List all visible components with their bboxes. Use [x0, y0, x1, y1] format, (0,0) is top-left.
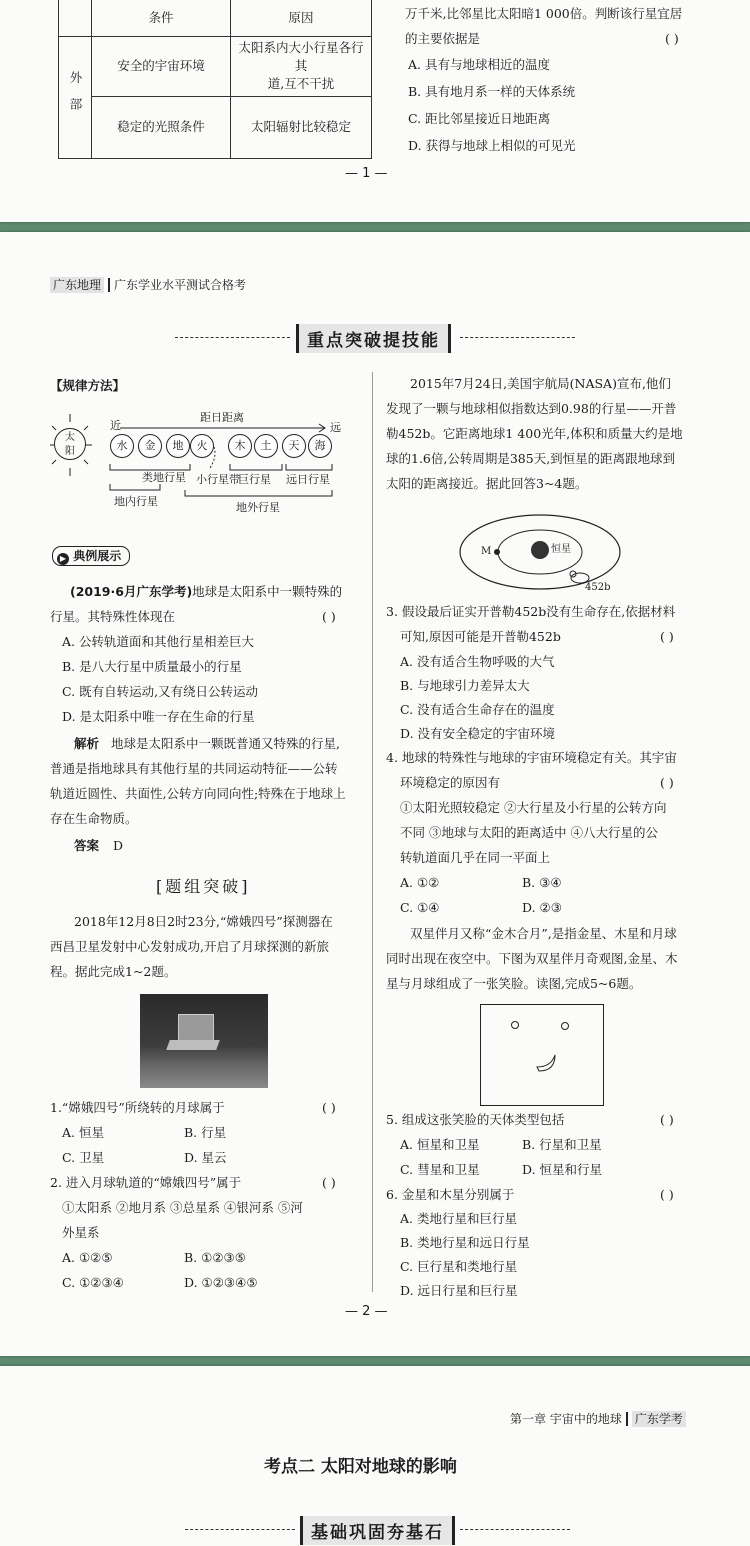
option-d: D. 是太阳系中唯一存在生命的行星 [62, 709, 255, 724]
option-b: B. 类地行星和远日行星 [400, 1235, 530, 1250]
orbit-diagram [455, 512, 635, 602]
column-rule [372, 372, 373, 1292]
page-1 [0, 0, 750, 222]
option-c: C. 彗星和卫星 [400, 1162, 480, 1177]
question-5: 5. 组成这张笑脸的天体类型包括 [386, 1112, 565, 1127]
inner-planets-label: 地内行星 [114, 495, 158, 508]
planet-earth: 地 [166, 434, 190, 458]
page-2 [0, 232, 750, 1356]
option-b: B. ①②③⑤ [184, 1250, 246, 1265]
question-text: (2019·6月广东学考)地球是太阳系中一颗特殊的 [70, 584, 343, 599]
table-header-condition: 条件 [92, 0, 231, 36]
divider [185, 1529, 295, 1530]
section-title: 考点二 太阳对地球的影响 [264, 1457, 457, 1477]
intro-line: 同时出现在夜空中。下图为双星伴月奇观图,金星、木 [386, 951, 678, 966]
option-a: A. 没有适合生物呼吸的大气 [400, 654, 555, 669]
method-label: 【规律方法】 [50, 378, 126, 393]
option-d: D. ①②③④⑤ [184, 1275, 258, 1290]
option-a: A. 公转轨道面和其他行星相差巨大 [62, 634, 254, 649]
divider [460, 337, 575, 338]
option-a: A. 恒星 [62, 1125, 104, 1140]
conditions-table [58, 0, 372, 159]
running-header: 第一章 宇宙中的地球 广东学考 [510, 1410, 686, 1427]
question-2-choices: ①太阳系 ②地月系 ③总星系 ④银河系 ⑤河 [62, 1200, 303, 1215]
far-label: 远 [330, 421, 341, 434]
option-b: B. ③④ [522, 875, 562, 890]
option-c: C. 没有适合生命存在的温度 [400, 702, 555, 717]
answer-bracket: ( ) [660, 629, 674, 644]
question-4: 4. 地球的特殊性与地球的宇宙环境稳定有关。其宇宙 [386, 750, 677, 765]
near-label: 近 [110, 419, 121, 432]
smiley-marks [481, 1005, 603, 1105]
distant-planets-label: 远日行星 [286, 473, 330, 486]
intro-line: 2015年7月24日,美国宇航局(NASA)宣布,他们 [410, 376, 671, 391]
group-title: [题组突破] [156, 877, 251, 896]
intro-line: 西昌卫星发射中心发射成功,开启了月球探测的新旅 [50, 939, 329, 954]
option-c: C. 巨行星和类地行星 [400, 1259, 518, 1274]
question-3: 可知,原因可能是开普勒452b [400, 629, 561, 644]
intro-line: 双星伴月又称“金木合月”,是指金星、木星和月球 [410, 926, 677, 941]
page-number: — 1 — [345, 166, 388, 181]
intro-line: 星与月球组成了一张笑脸。读图,完成5~6题。 [386, 976, 642, 991]
question-3: 3. 假设最后证实开普勒452b没有生命存在,依据材料 [386, 604, 676, 619]
option-d: D. 没有安全稳定的宇宙环境 [400, 726, 556, 741]
section-banner: 重点突破提技能 [296, 324, 451, 353]
option-a: A. ①② [400, 875, 440, 890]
sun-label: 太阳 [65, 432, 75, 457]
question-2: 2. 进入月球轨道的“嫦娥四号”属于 [50, 1175, 242, 1190]
option-a: A. 类地行星和巨行星 [400, 1211, 517, 1226]
asteroid-belt-label: 小行星带 [196, 473, 240, 486]
question-1: 1.“嫦娥四号”所绕转的月球属于 [50, 1100, 225, 1115]
answer-line: 答案 D [74, 838, 124, 853]
option-d: D. 获得与地球上相似的可见光 [408, 138, 576, 153]
option-b: B. 与地球引力差异太大 [400, 678, 530, 693]
table-side-label: 外部 [59, 36, 92, 158]
planet-label: 452b [585, 582, 611, 593]
answer-bracket: ( ) [660, 1187, 674, 1202]
question-text: 行星。其特殊性体现在 [50, 609, 176, 624]
answer-bracket: ( ) [665, 31, 679, 46]
table-cell-reason: 太阳系内大小行星各行其 道,互不干扰 [231, 36, 372, 96]
question-4-choices: 转轨道面几乎在同一平面上 [400, 850, 551, 865]
answer-bracket: ( ) [322, 1175, 336, 1190]
question-text: 的主要依据是 [405, 31, 481, 46]
planet-uranus: 天 [282, 434, 306, 458]
table-header-reason: 原因 [231, 0, 372, 36]
analysis-line: 解析 地球是太阳系中一颗既普通又特殊的行星, [74, 736, 340, 751]
option-d: D. 恒星和行星 [522, 1162, 603, 1177]
example-label: ▶ 典例展示 [52, 546, 130, 566]
answer-bracket: ( ) [660, 775, 674, 790]
intro-line: 2018年12月8日2时23分,“嫦娥四号”探测器在 [74, 914, 333, 929]
planet-mars: 火 [190, 434, 214, 458]
planet-saturn: 土 [254, 434, 278, 458]
analysis-line: 轨道近圆性、共面性,公转方向同向性;特殊在于地球上 [50, 786, 346, 801]
answer-bracket: ( ) [322, 609, 336, 624]
option-b: B. 是八大行星中质量最小的行星 [62, 659, 242, 674]
star-label: 恒星 [551, 544, 571, 555]
planet-order-diagram [50, 412, 360, 522]
intro-line: 勒452b。它距离地球1 400光年,体积和质量大约是地 [386, 426, 683, 441]
question-2-choices: 外星系 [62, 1225, 100, 1240]
play-icon: ▶ [57, 553, 69, 565]
intro-line: 程。据此完成1~2题。 [50, 964, 177, 979]
analysis-line: 普通是指地球具有其他行星的共同运动特征——公转 [50, 761, 338, 776]
table-cell-reason: 太阳辐射比较稳定 [231, 96, 372, 158]
option-c: C. ①④ [400, 900, 440, 915]
planet-neptune: 海 [308, 434, 332, 458]
divider [460, 1529, 570, 1530]
question-6: 6. 金星和木星分别属于 [386, 1187, 515, 1202]
option-c: C. 距比邻星接近日地距离 [408, 111, 551, 126]
option-d: D. ②③ [522, 900, 562, 915]
intro-line: 太阳的距离接近。据此回答3~4题。 [386, 476, 588, 491]
analysis-line: 存在生命物质。 [50, 811, 138, 826]
outer-planets-label: 地外行星 [236, 501, 280, 514]
smiley-sky-figure [480, 1004, 604, 1106]
planet-venus: 金 [138, 434, 162, 458]
question-4-choices: 不同 ③地球与太阳的距离适中 ④八大行星的公 [400, 825, 658, 840]
option-d: D. 星云 [184, 1150, 227, 1165]
option-a: A. 具有与地球相近的温度 [408, 57, 550, 72]
option-c: C. 卫星 [62, 1150, 105, 1165]
option-b: B. 行星 [184, 1125, 227, 1140]
giant-planets-label: 巨行星 [238, 473, 271, 486]
option-b: B. 具有地月系一样的天体系统 [408, 84, 576, 99]
terrestrial-label: 类地行星 [142, 471, 186, 484]
intro-line: 发现了一颗与地球相似指数达到0.98的行星——开普 [386, 401, 677, 416]
answer-bracket: ( ) [322, 1100, 336, 1115]
table-cell-condition: 安全的宇宙环境 [92, 36, 231, 96]
option-c: C. 既有自转运动,又有绕日公转运动 [62, 684, 259, 699]
option-a: A. ①②⑤ [62, 1250, 113, 1265]
question-4-choices: ①太阳光照较稳定 ②大行星及小行星的公转方向 [400, 800, 667, 815]
planet-mercury: 水 [110, 434, 134, 458]
page-number: — 2 — [345, 1304, 388, 1319]
distance-label: 距日距离 [200, 411, 244, 424]
question-4: 环境稳定的原因有 [400, 775, 501, 790]
lunar-probe-photo [140, 994, 268, 1088]
option-d: D. 远日行星和巨行星 [400, 1283, 518, 1298]
option-c: C. ①②③④ [62, 1275, 124, 1290]
probe-leg [166, 1040, 220, 1050]
option-b: B. 行星和卫星 [522, 1137, 602, 1152]
option-a: A. 恒星和卫星 [400, 1137, 480, 1152]
diagram-lines [50, 412, 360, 522]
m-label: M [481, 546, 492, 557]
page-3 [0, 1366, 750, 1546]
planet-jupiter: 木 [228, 434, 252, 458]
section-banner: 基础巩固夯基石 [300, 1516, 455, 1545]
divider [175, 337, 290, 338]
answer-bracket: ( ) [660, 1112, 674, 1127]
running-header: 广东地理 广东学业水平测试合格考 [50, 276, 246, 293]
sun-icon [54, 428, 86, 460]
question-text: 万千米,比邻星比太阳暗1 000倍。判断该行星宜居 [405, 6, 683, 21]
table-cell-condition: 稳定的光照条件 [92, 96, 231, 158]
intro-line: 球的1.6倍,公转周期是385天,到恒星的距离跟地球到 [386, 451, 676, 466]
